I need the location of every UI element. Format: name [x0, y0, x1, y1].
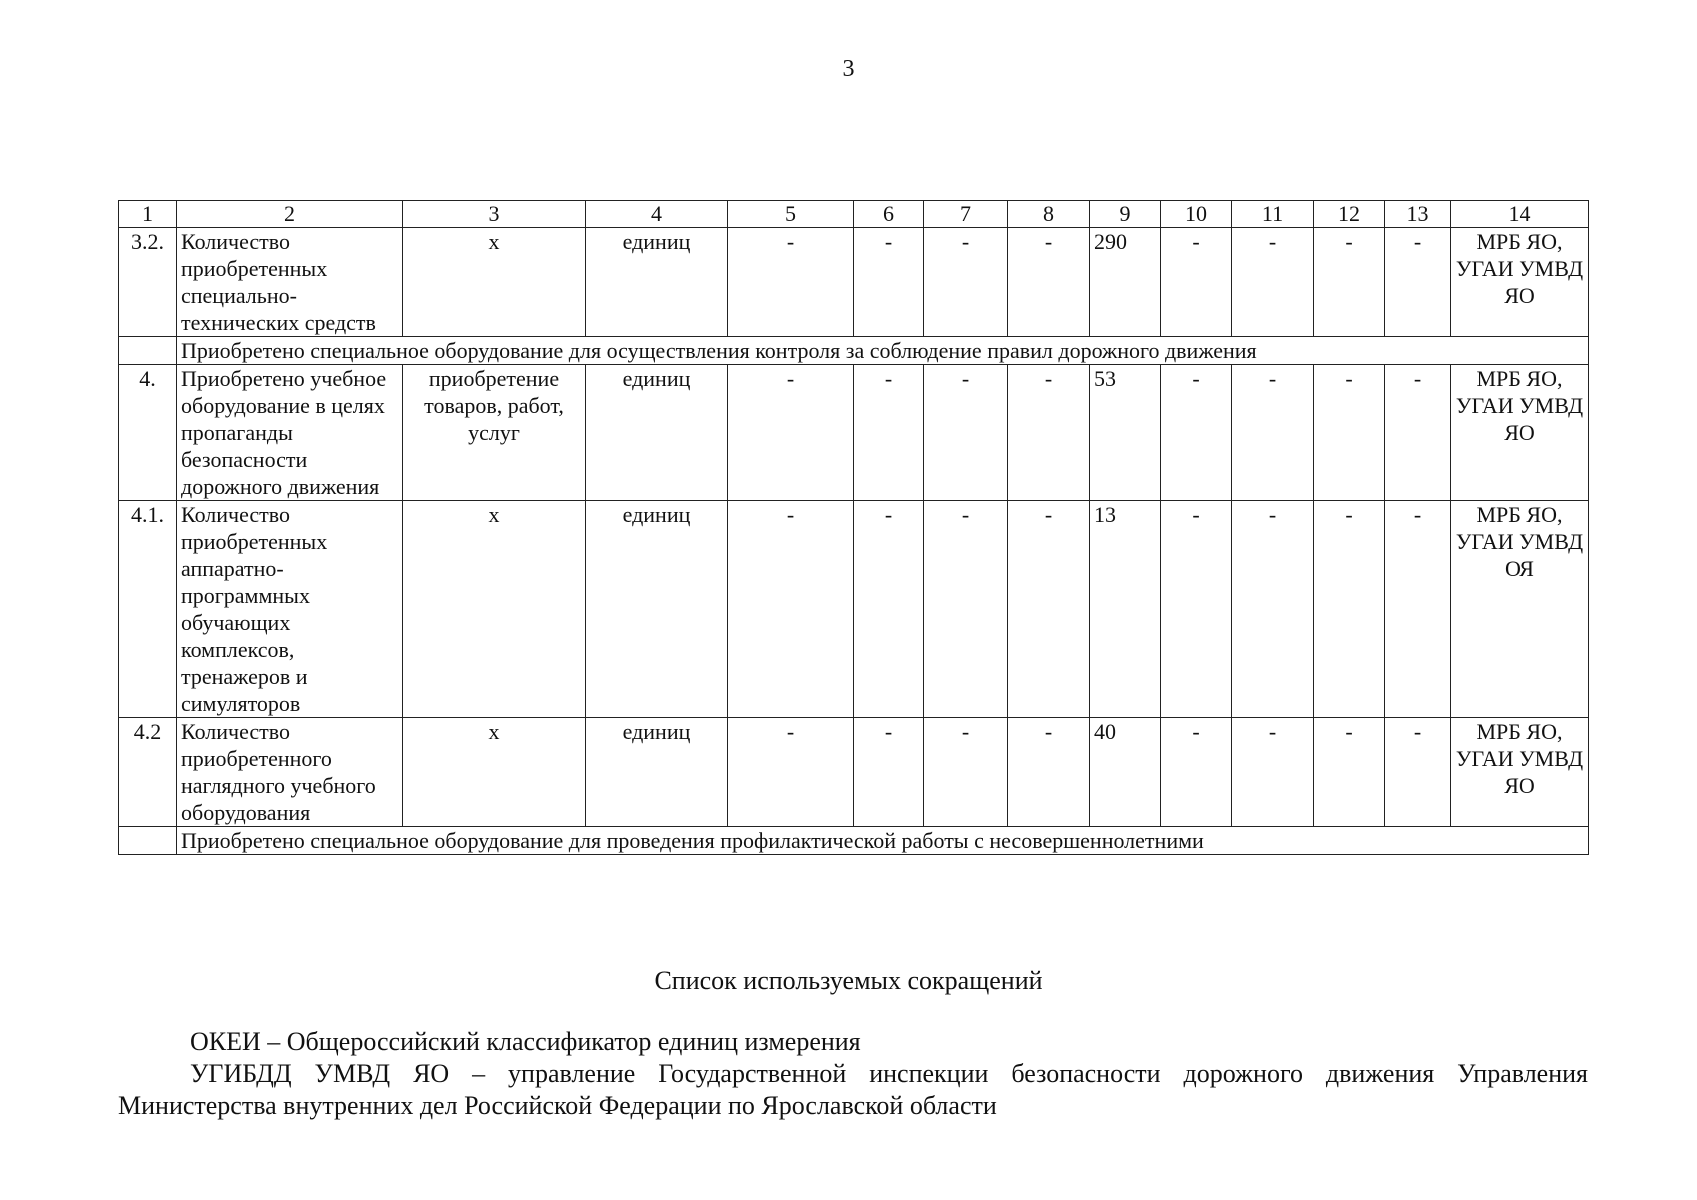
- table-cell: -: [1314, 365, 1385, 501]
- column-number-cell: 12: [1314, 201, 1385, 228]
- table-row: [119, 718, 1589, 827]
- column-number-cell: 2: [177, 201, 403, 228]
- column-number-row: [119, 201, 1589, 228]
- table-cell: -: [1161, 365, 1232, 501]
- table-cell: -: [1314, 718, 1385, 827]
- column-number-cell: 6: [854, 201, 924, 228]
- table-cell: единиц: [586, 228, 728, 337]
- table-cell: -: [1314, 501, 1385, 718]
- table-cell: -: [1161, 228, 1232, 337]
- table-cell: -: [854, 718, 924, 827]
- column-number-cell: 4: [586, 201, 728, 228]
- section-row: [119, 827, 1589, 855]
- table-cell: -: [1385, 501, 1451, 718]
- table-cell: МРБ ЯО, УГАИ УМВД ЯО: [1451, 228, 1589, 337]
- table-cell: Количество приобретенных аппаратно-программных обучающих комплексов, тренажеров и симуляторов: [177, 501, 403, 718]
- table-cell: -: [1385, 365, 1451, 501]
- table-cell: -: [1008, 365, 1090, 501]
- column-number-cell: 3: [403, 201, 586, 228]
- table-cell: МРБ ЯО, УГАИ УМВД ОЯ: [1451, 501, 1589, 718]
- table-cell: -: [728, 365, 854, 501]
- table-cell: приобретение товаров, работ, услуг: [403, 365, 586, 501]
- table-cell: единиц: [586, 365, 728, 501]
- table-cell: МРБ ЯО, УГАИ УМВД ЯО: [1451, 365, 1589, 501]
- table-row: [119, 501, 1589, 718]
- table-cell: Количество приобретенных специально-технических средств: [177, 228, 403, 337]
- table-cell: -: [1232, 501, 1314, 718]
- table-cell: -: [728, 501, 854, 718]
- table-cell: -: [854, 228, 924, 337]
- table-cell: -: [1385, 228, 1451, 337]
- section-heading: Приобретено специальное оборудование для проведения профилактической работы с несовершеннолетними: [177, 827, 1589, 855]
- table-cell: 4.2: [119, 718, 177, 827]
- table-cell: -: [924, 365, 1008, 501]
- table-cell: 4.1.: [119, 501, 177, 718]
- table-cell: -: [728, 228, 854, 337]
- section-empty-cell: [119, 827, 177, 855]
- page-number: 3: [842, 56, 855, 82]
- column-number-cell: 13: [1385, 201, 1451, 228]
- section-row: [119, 337, 1589, 365]
- table-cell: х: [403, 228, 586, 337]
- table-cell: единиц: [586, 501, 728, 718]
- table-cell: -: [1008, 718, 1090, 827]
- abbreviation-ugibdd: УГИБДД УМВД ЯО – управление Государственной инспекции безопасности дорожного движения Управления Министерства внутренних дел Российской Федерации по Ярославской области: [118, 1059, 1588, 1120]
- column-number-cell: 1: [119, 201, 177, 228]
- table-cell: 53: [1090, 365, 1161, 501]
- table-cell: х: [403, 718, 586, 827]
- table-cell: -: [924, 501, 1008, 718]
- column-number-cell: 8: [1008, 201, 1090, 228]
- table-row: [119, 228, 1589, 337]
- column-number-cell: 11: [1232, 201, 1314, 228]
- table-cell: -: [854, 501, 924, 718]
- column-number-cell: 10: [1161, 201, 1232, 228]
- table-cell: -: [1232, 365, 1314, 501]
- table-cell: 290: [1090, 228, 1161, 337]
- table-cell: 40: [1090, 718, 1161, 827]
- column-number-cell: 14: [1451, 201, 1589, 228]
- table-cell: -: [1161, 501, 1232, 718]
- table-cell: 4.: [119, 365, 177, 501]
- column-number-cell: 7: [924, 201, 1008, 228]
- section-empty-cell: [119, 337, 177, 365]
- table-cell: -: [1161, 718, 1232, 827]
- table-cell: -: [1008, 501, 1090, 718]
- table-cell: -: [924, 228, 1008, 337]
- table-cell: -: [1232, 228, 1314, 337]
- table-cell: х: [403, 501, 586, 718]
- table-cell: единиц: [586, 718, 728, 827]
- table-cell: МРБ ЯО, УГАИ УМВД ЯО: [1451, 718, 1589, 827]
- table-cell: 13: [1090, 501, 1161, 718]
- abbreviations-title: Список используемых сокращений: [654, 966, 1043, 995]
- table-cell: Количество приобретенного наглядного учебного оборудования: [177, 718, 403, 827]
- column-number-cell: 9: [1090, 201, 1161, 228]
- table-cell: -: [1232, 718, 1314, 827]
- table-cell: -: [1385, 718, 1451, 827]
- table-cell: -: [1314, 228, 1385, 337]
- section-heading: Приобретено специальное оборудование для осуществления контроля за соблюдение правил дорожного движения: [177, 337, 1589, 365]
- table-cell: -: [728, 718, 854, 827]
- table-cell: Приобретено учебное оборудование в целях пропаганды безопасности дорожного движения: [177, 365, 403, 501]
- indicators-table: [118, 200, 1589, 855]
- table-cell: -: [1008, 228, 1090, 337]
- table-cell: -: [924, 718, 1008, 827]
- table-cell: -: [854, 365, 924, 501]
- table-row: [119, 365, 1589, 501]
- table-cell: 3.2.: [119, 228, 177, 337]
- table-body: [119, 201, 1589, 855]
- column-number-cell: 5: [728, 201, 854, 228]
- abbreviation-okei: ОКЕИ – Общероссийский классификатор единиц измерения: [190, 1027, 861, 1056]
